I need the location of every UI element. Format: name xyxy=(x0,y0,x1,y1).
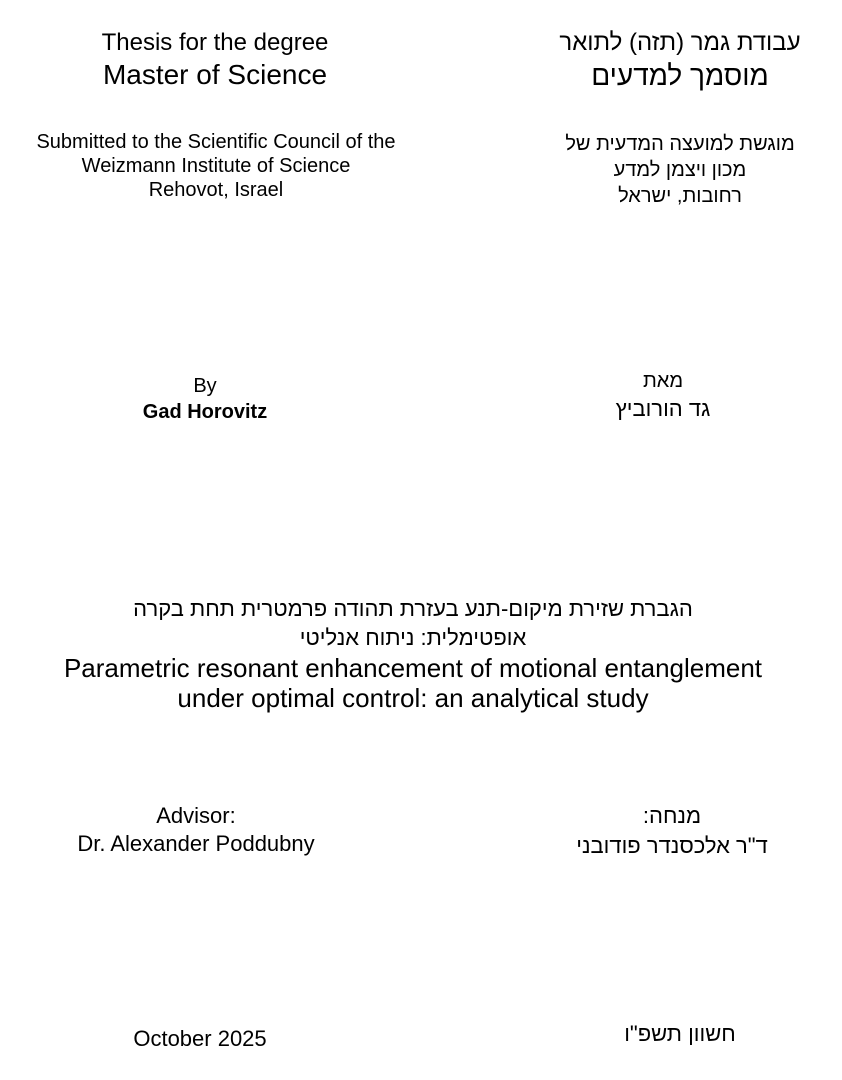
hebrew-submitted-line3: רחובות, ישראל xyxy=(618,185,742,207)
english-submitted-line1: Submitted to the Scientific Council of the xyxy=(36,131,396,153)
hebrew-date: חשוון תשפ"ו xyxy=(624,1021,736,1046)
english-title-line1: Parametric resonant enhancement of motional entanglement xyxy=(63,653,763,683)
hebrew-submitted-line1: מוגשת למועצה המדעית של xyxy=(565,133,795,155)
hebrew-author-block xyxy=(503,368,823,424)
hebrew-advisor-label: מנחה: xyxy=(642,803,702,828)
hebrew-author-name: גד הורוביץ xyxy=(615,396,711,421)
english-by-label: By xyxy=(193,375,217,397)
english-thesis-title xyxy=(0,653,826,713)
hebrew-advisor-block xyxy=(512,801,832,861)
hebrew-by-label: מאת xyxy=(642,370,684,392)
english-degree-line2: Master of Science xyxy=(102,59,328,90)
hebrew-advisor-name: ד"ר אלכסנדר פודובני xyxy=(576,833,768,858)
hebrew-title-line2: אופטימלית: ניתוח אנליטי xyxy=(299,625,527,650)
english-date: October 2025 xyxy=(133,1026,267,1051)
english-submitted-line2: Weizmann Institute of Science xyxy=(81,155,351,177)
hebrew-submitted-line2: מכון ויצמן למדע xyxy=(613,159,747,181)
english-author-block xyxy=(45,373,365,425)
english-advisor-block xyxy=(36,802,356,858)
hebrew-degree-line1: עבודת גמר (תזה) לתואר xyxy=(559,29,801,56)
english-submitted-line3: Rehovot, Israel xyxy=(148,179,284,201)
english-submission-block xyxy=(10,130,422,202)
english-advisor-name: Dr. Alexander Poddubny xyxy=(77,831,315,856)
hebrew-degree-heading xyxy=(520,27,840,93)
english-advisor-label: Advisor: xyxy=(156,803,236,828)
english-author-name: Gad Horovitz xyxy=(142,401,268,423)
hebrew-submission-block xyxy=(520,131,840,209)
hebrew-title-line1: הגברת שזירת מיקום-תנע בעזרת תהודה פרמטרית תחת בקרה xyxy=(133,596,693,621)
hebrew-thesis-title xyxy=(0,593,826,652)
english-degree-line1: Thesis for the degree xyxy=(101,29,329,56)
english-title-line2: under optimal control: an analytical study xyxy=(177,683,649,713)
english-degree-heading xyxy=(55,27,375,91)
hebrew-degree-line2: מוסמך למדעים xyxy=(591,60,769,91)
